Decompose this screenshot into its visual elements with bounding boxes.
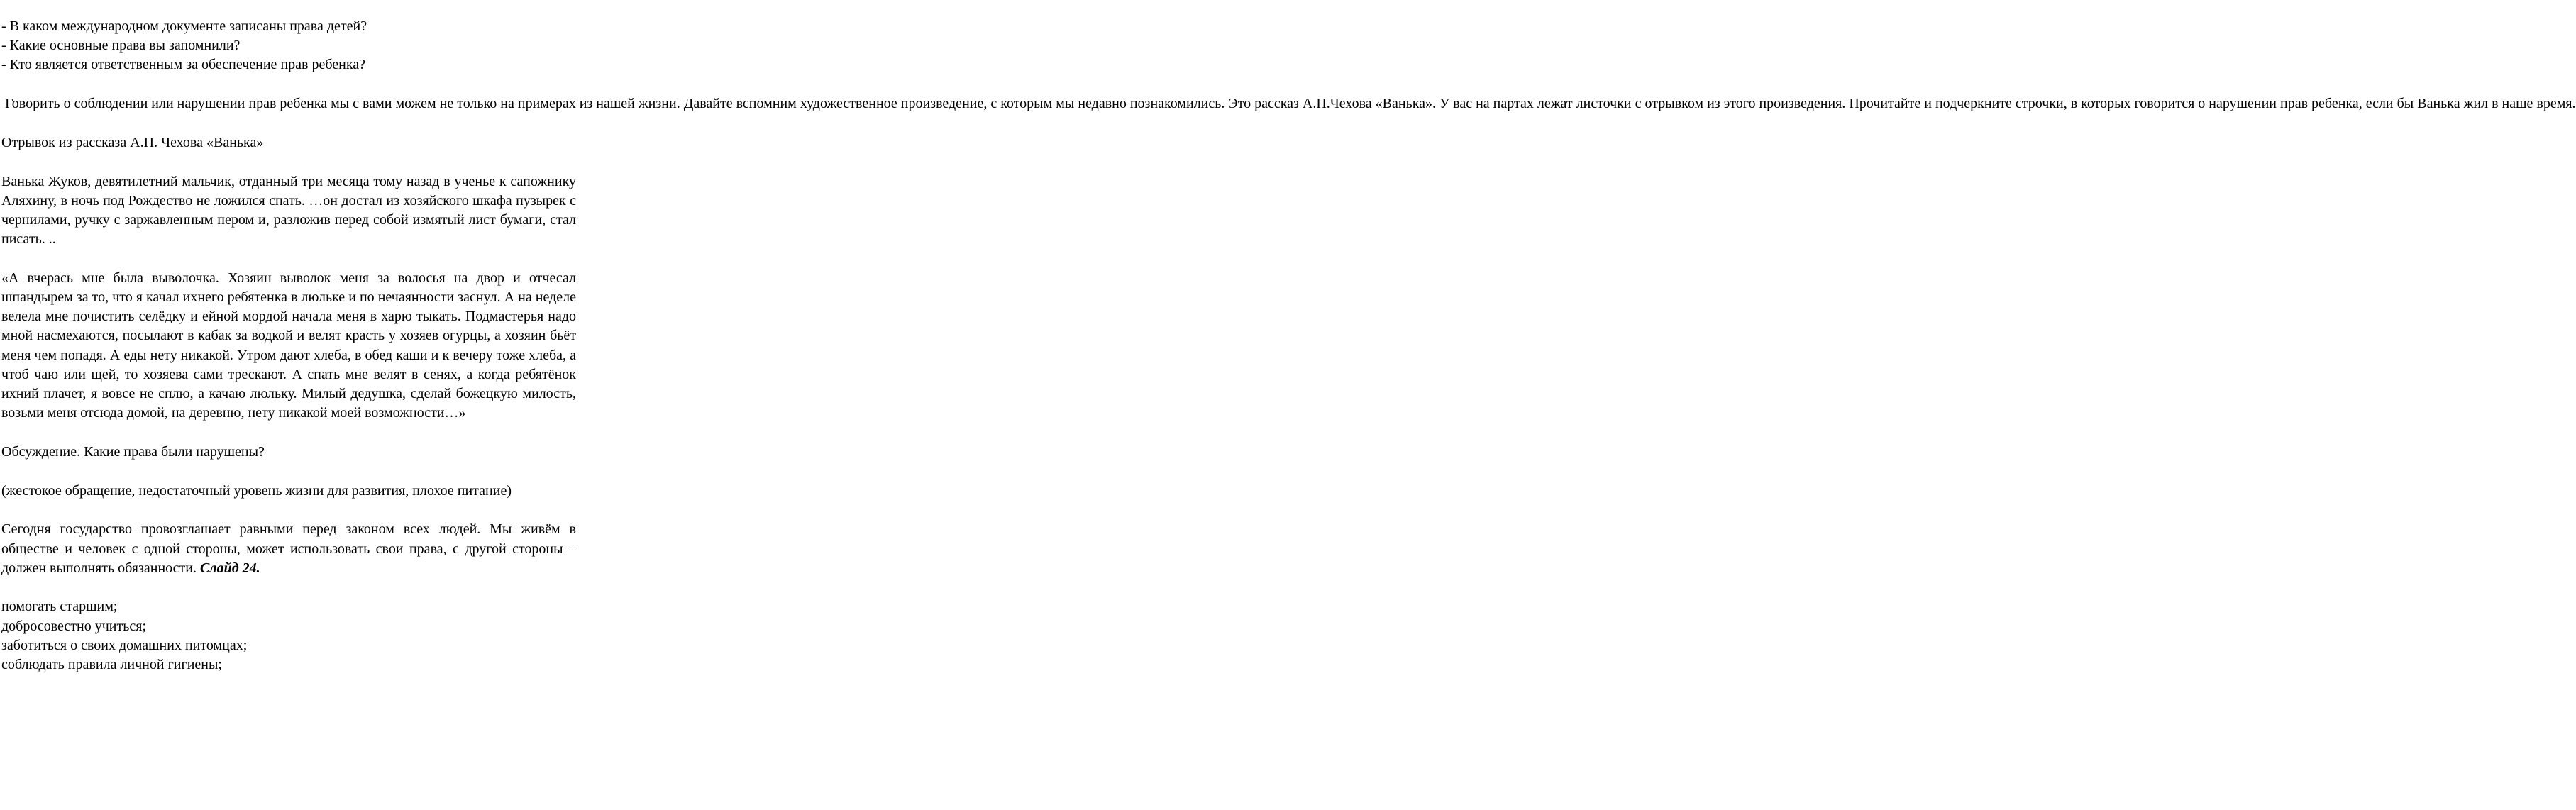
today-paragraph-text: Сегодня государство провозглашает равными перед законом всех людей. Мы живём в обществе и человек с одной стороны, может использовать свои права, с другой стороны – должен выполнять обязанности. [1,521,576,576]
discussion-question: Обсуждение. Какие права были нарушены? [1,443,265,460]
duty-item: добросовестно учиться; [1,618,147,634]
duty-item: заботиться о своих домашних питомцах; [1,637,248,653]
intro-paragraph-text: Говорить о соблюдении или нарушении прав ребенка мы с вами можем не только на примерах из нашей жизни. Давайте вспомним художественное произведение, с которым мы недавно познакомились. Это рассказ А.П.Чехова «Ванька». У вас на партах лежат листочки с отрывком из этого произведения. Прочитайте и подчеркните строчки, в которых говорится о нарушении прав ребенка, если бы Ванька жил в наше время. [1,96,2576,112]
intro-paragraph [0,94,2576,113]
spacer [0,249,579,269]
excerpt-heading: Отрывок из рассказа А.П. Чехова «Ванька» [1,134,264,150]
question-2: - Какие основные права вы запомнили? [1,38,241,54]
spacer [0,423,579,443]
question-list [0,17,579,75]
discussion-answer: (жестокое обращение, недостаточный уровень жизни для развития, плохое питание) [1,482,512,499]
spacer [0,75,579,95]
question-1: - В каком международном документе записаны права детей? [1,18,367,34]
today-paragraph [0,520,579,578]
excerpt-letter: «А вчерась мне была выволочка. Хозяин выволок меня за волосья на двор и отчесал шпандырем за то, что я качал ихнего ребятенка в люльке и по нечаянности заснул. А на неделе велела мне почистить селёдку и ейной мордой начала меня в харю тыкать. Подмастерья надо мной насмехаются, посылают в кабак за водкой и велят красть у хозяев огурцы, а хозяин бьёт меня чем попадя. А еды нету никакой. Утром дают хлеба, в обед каши и к вечеру тоже хлеба, а чтоб чаю или щей, то хозяева сами трескают. А спать мне велят в сенях, а когда ребятёнок ихний плачет, я вовсе не сплю, а качаю люльку. Милый дедушка, сделай божецкую милость, возьми меня отсюда домой, на деревню, нету никакой моей возможности…» [1,270,576,421]
spacer [0,462,579,482]
duties-list [0,597,579,675]
duty-item: помогать старшим; [1,599,118,615]
spacer [0,578,579,598]
question-3: - Кто является ответственным за обеспечение прав ребенка? [1,57,365,73]
duty-item: соблюдать правила личной гигиены; [1,657,222,673]
spacer [0,501,579,521]
document-page [0,17,2576,675]
spacer [0,152,579,172]
slide-reference: Слайд 24. [199,560,260,576]
excerpt-paragraph: Ванька Жуков, девятилетний мальчик, отданный три месяца тому назад в ученье к сапожнику Аляхину, в ночь под Рождество не ложился спать. …он достал из хозяйского шкафа пузырек с чернилами, ручку с заржавленным пером и, разложив перед собой измятый лист бумаги, стал писать. .. [1,173,576,248]
spacer [0,113,579,133]
